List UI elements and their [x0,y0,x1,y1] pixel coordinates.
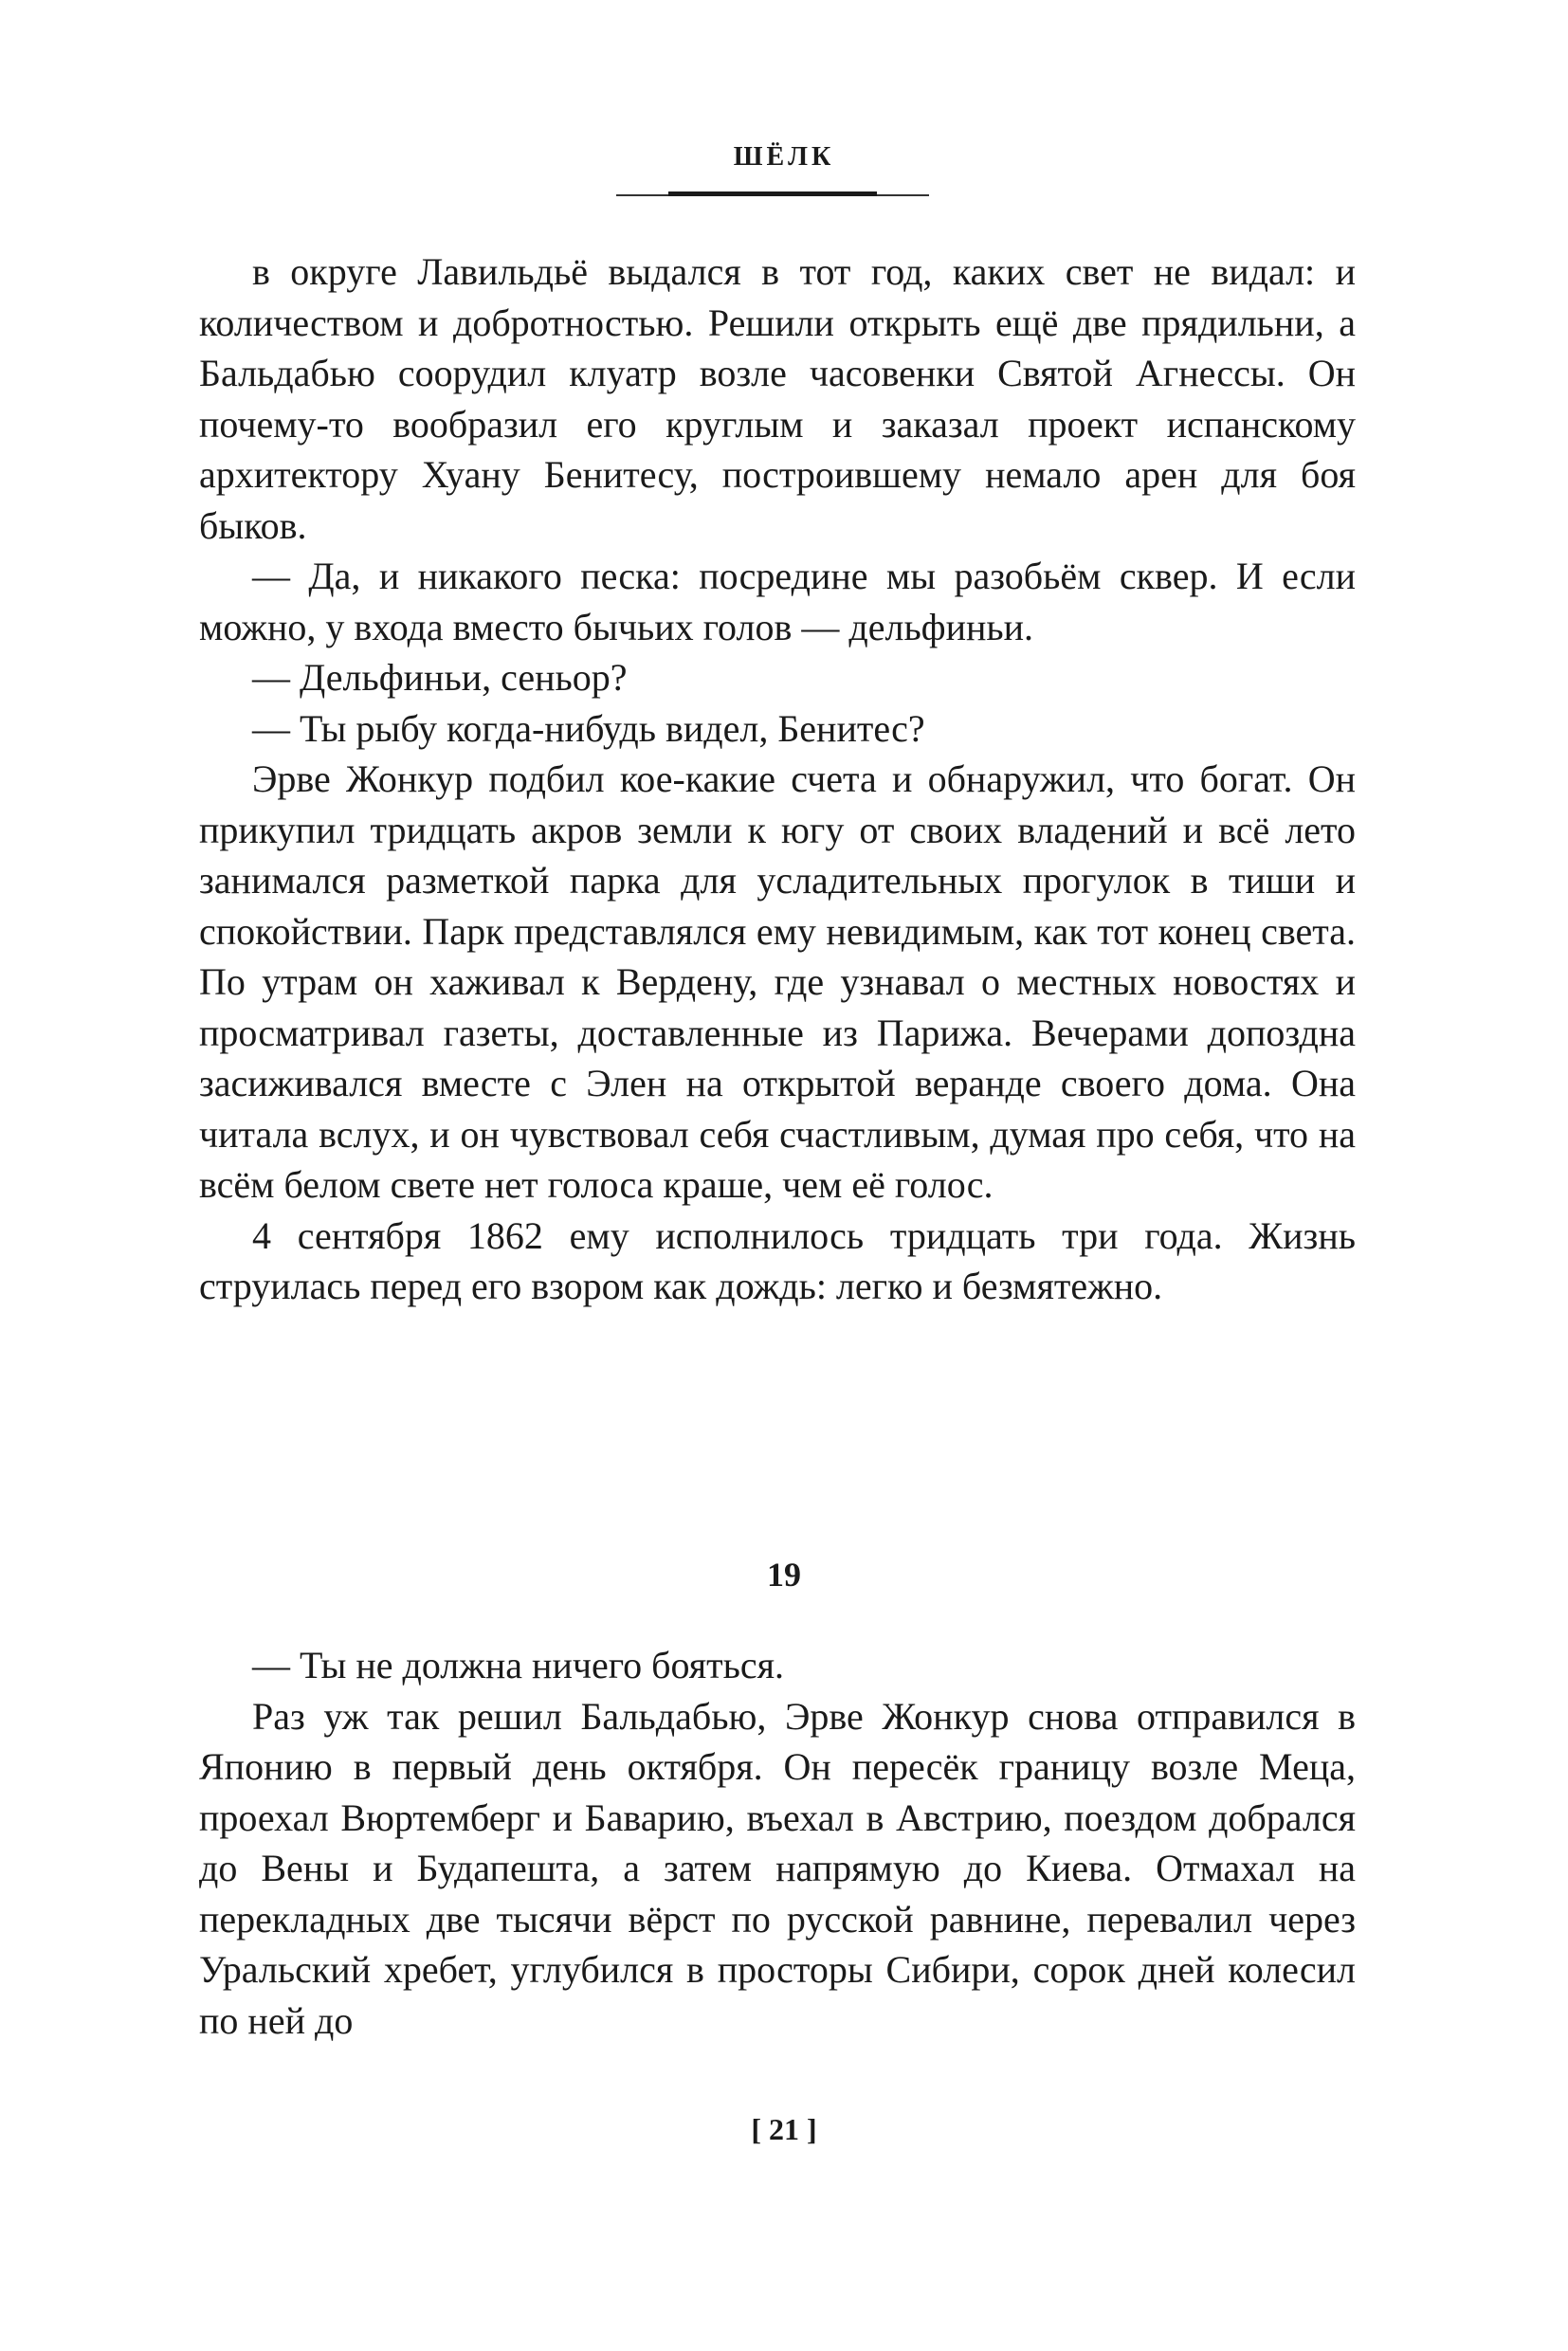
paragraph: — Да, и никакого песка: посредине мы разобьём сквер. И если можно, у входа вместо бычьих голов — дельфиньи. [199,555,1356,648]
text-block-bottom [199,1640,1356,2046]
paragraph: — Дельфиньи, сеньор? [252,656,628,699]
paragraph: 4 сентября 1862 ему исполнилось тридцать три года. Жизнь струилась перед его взором как дождь: легко и безмятежно. [199,1213,1356,1307]
paragraph: в округе Лавильдьё выдался в тот год, каких свет не видал: и количеством и добротностью. Решили открыть ещё две прядильни, а Бальдабью соорудил клуатр возле часовенки Святой Агнессы. Он почему-то вообразил его круглым и заказал проект испанскому архитектору Хуану Бенитесу, построившему немало арен для боя быков. [199,250,1356,547]
paragraph: Эрве Жонкур подбил кое-какие счета и обнаружил, что богат. Он прикупил тридцать акров земли к югу от своих владений и всё лето занимался разметкой парка для усладительных прогулок в тиши и спокойствии. Парк представлялся ему невидимым, как тот конец света. По утрам он хаживал к Вердену, где узнавал о местных новостях и просматривал газеты, доставленные из Парижа. Вечерами допоздна засиживался вместе с Элен на открытой веранде своего дома. Она читала вслух, и он чувствовал себя счастливым, думая про себя, что на всём белом свете нет голоса краше, чем её голос. [199,757,1356,1206]
paragraph: Раз уж так решил Бальдабью, Эрве Жонкур снова отправился в Японию в первый день октября. Он пересёк границу возле Меца, проехал Вюртемберг и Баварию, въехал в Австрию, поездом добрался до Вены и Будапешта, а затем напрямую до Киева. Отмахал на перекладных две тысячи вёрст по русской равнине, перевалил через Уральский хребет, углубился в просторы Сибири, сорок дней колесил по ней до [199,1694,1356,2042]
running-head: ШЁЛК [733,142,835,172]
paragraph: — Ты не должна ничего бояться. [252,1644,785,1686]
text-block-top [199,246,1356,1312]
page-number: [ 21 ] [751,2112,817,2146]
head-rule-accent [668,191,877,196]
paragraph: — Ты рыбу когда-нибудь видел, Бенитес? [252,706,925,750]
chapter-number: 19 [767,1556,801,1594]
